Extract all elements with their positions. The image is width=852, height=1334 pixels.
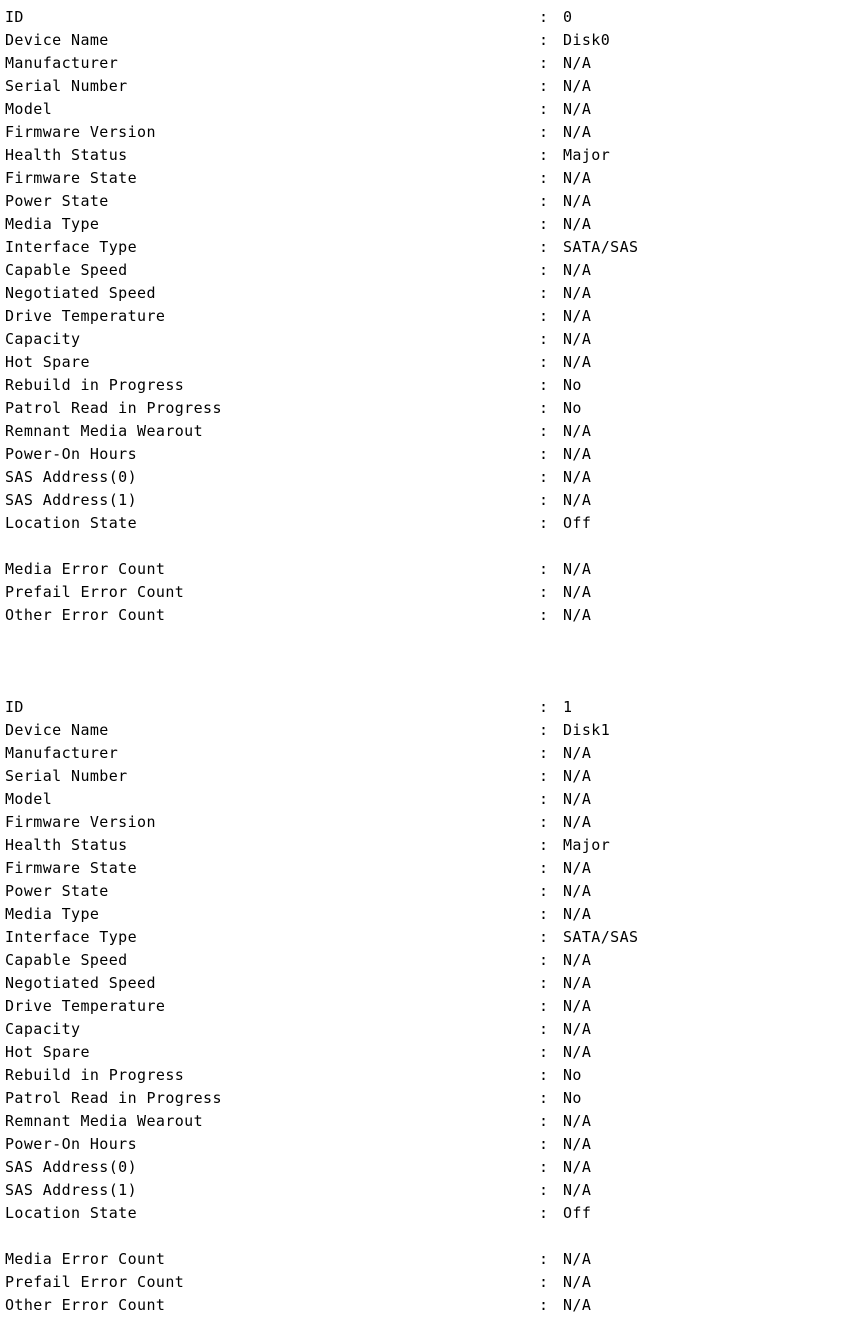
attribute-label: Manufacturer: [5, 54, 119, 72]
attribute-row: [5, 949, 852, 972]
attribute-row: [5, 1248, 852, 1271]
attribute-label: Other Error Count: [5, 1296, 166, 1314]
attribute-value: N/A: [563, 767, 592, 785]
attribute-label: Serial Number: [5, 77, 128, 95]
attribute-row: [5, 1179, 852, 1202]
attribute-separator: :: [539, 468, 549, 486]
attribute-label: Firmware Version: [5, 813, 156, 831]
attribute-separator: :: [539, 790, 549, 808]
attribute-label: Interface Type: [5, 928, 138, 946]
attribute-separator: :: [539, 1089, 549, 1107]
attribute-separator: :: [539, 422, 549, 440]
attribute-label: ID: [5, 698, 24, 716]
attribute-separator: :: [539, 399, 549, 417]
attribute-row: [5, 397, 852, 420]
attribute-label: Rebuild in Progress: [5, 376, 185, 394]
attribute-row: [5, 604, 852, 627]
attribute-label: Location State: [5, 514, 138, 532]
attribute-value: 0: [563, 8, 573, 26]
attribute-value: N/A: [563, 1273, 592, 1291]
attribute-value: N/A: [563, 951, 592, 969]
attribute-label: SAS Address(0): [5, 1158, 138, 1176]
attribute-row: [5, 213, 852, 236]
attribute-value: N/A: [563, 560, 592, 578]
attribute-label: ID: [5, 8, 24, 26]
attribute-row: [5, 282, 852, 305]
attribute-value: Disk0: [563, 31, 611, 49]
attribute-row: [5, 811, 852, 834]
attribute-value: N/A: [563, 491, 592, 509]
attribute-value: N/A: [563, 1043, 592, 1061]
attribute-row: [5, 328, 852, 351]
attribute-label: Remnant Media Wearout: [5, 1112, 204, 1130]
attribute-separator: :: [539, 606, 549, 624]
attribute-value: N/A: [563, 859, 592, 877]
attribute-row: [5, 558, 852, 581]
attribute-separator: :: [539, 77, 549, 95]
attribute-row: [5, 420, 852, 443]
attribute-separator: :: [539, 1296, 549, 1314]
attribute-label: Power-On Hours: [5, 1135, 138, 1153]
attribute-row: [5, 489, 852, 512]
attribute-separator: :: [539, 307, 549, 325]
attribute-value: N/A: [563, 1296, 592, 1314]
attribute-label: Media Type: [5, 215, 100, 233]
attribute-separator: :: [539, 123, 549, 141]
attribute-row: [5, 374, 852, 397]
attribute-row: [5, 834, 852, 857]
attribute-separator: :: [539, 1158, 549, 1176]
attribute-value: Major: [563, 146, 611, 164]
attribute-separator: :: [539, 1020, 549, 1038]
attribute-separator: :: [539, 1181, 549, 1199]
attribute-row: [5, 1294, 852, 1317]
attribute-label: Firmware State: [5, 169, 138, 187]
attribute-label: SAS Address(1): [5, 491, 138, 509]
attribute-label: Hot Spare: [5, 353, 90, 371]
attribute-value: N/A: [563, 1250, 592, 1268]
attribute-value: 1: [563, 698, 573, 716]
attribute-separator: :: [539, 698, 549, 716]
attribute-label: Drive Temperature: [5, 997, 166, 1015]
attribute-value: N/A: [563, 100, 592, 118]
attribute-row: [5, 52, 852, 75]
attribute-label: Health Status: [5, 146, 128, 164]
attribute-separator: :: [539, 1066, 549, 1084]
attribute-label: Power State: [5, 192, 109, 210]
attribute-value: N/A: [563, 261, 592, 279]
attribute-separator: :: [539, 491, 549, 509]
attribute-separator: :: [539, 721, 549, 739]
attribute-label: Location State: [5, 1204, 138, 1222]
attribute-value: N/A: [563, 997, 592, 1015]
attribute-label: Capacity: [5, 1020, 81, 1038]
attribute-label: SAS Address(1): [5, 1181, 138, 1199]
attribute-separator: :: [539, 514, 549, 532]
attribute-row: [5, 581, 852, 604]
attribute-label: Serial Number: [5, 767, 128, 785]
attribute-separator: :: [539, 8, 549, 26]
attribute-row: [5, 742, 852, 765]
attribute-value: N/A: [563, 1112, 592, 1130]
attribute-value: N/A: [563, 606, 592, 624]
attribute-row: [5, 1041, 852, 1064]
attribute-value: No: [563, 1066, 582, 1084]
attribute-row: [5, 857, 852, 880]
attribute-label: Negotiated Speed: [5, 284, 156, 302]
attribute-label: Hot Spare: [5, 1043, 90, 1061]
attribute-separator: :: [539, 353, 549, 371]
attribute-label: SAS Address(0): [5, 468, 138, 486]
attribute-row: [5, 98, 852, 121]
attribute-row: [5, 1156, 852, 1179]
attribute-row: [5, 236, 852, 259]
attribute-row: [5, 351, 852, 374]
attribute-value: N/A: [563, 445, 592, 463]
attribute-separator: :: [539, 882, 549, 900]
attribute-label: Firmware State: [5, 859, 138, 877]
attribute-separator: :: [539, 238, 549, 256]
attribute-label: Interface Type: [5, 238, 138, 256]
attribute-separator: :: [539, 1204, 549, 1222]
attribute-separator: :: [539, 215, 549, 233]
attribute-separator: :: [539, 951, 549, 969]
attribute-value: SATA/SAS: [563, 928, 639, 946]
attribute-label: Capacity: [5, 330, 81, 348]
attribute-label: Manufacturer: [5, 744, 119, 762]
attribute-value: N/A: [563, 905, 592, 923]
attribute-separator: :: [539, 560, 549, 578]
attribute-label: Capable Speed: [5, 261, 128, 279]
disk-block: [5, 696, 852, 1317]
attribute-label: Drive Temperature: [5, 307, 166, 325]
attribute-separator: :: [539, 813, 549, 831]
attribute-row: [5, 1064, 852, 1087]
attribute-value: N/A: [563, 583, 592, 601]
attribute-row: [5, 926, 852, 949]
attribute-value: N/A: [563, 330, 592, 348]
attribute-separator: :: [539, 376, 549, 394]
attribute-value: No: [563, 376, 582, 394]
attribute-separator: :: [539, 146, 549, 164]
attribute-separator: :: [539, 1135, 549, 1153]
attribute-label: Model: [5, 790, 53, 808]
attribute-label: Prefail Error Count: [5, 583, 185, 601]
attribute-row: [5, 1110, 852, 1133]
attribute-row: [5, 880, 852, 903]
attribute-row: [5, 903, 852, 926]
attribute-row: [5, 696, 852, 719]
attribute-label: Negotiated Speed: [5, 974, 156, 992]
attribute-value: N/A: [563, 192, 592, 210]
attribute-separator: :: [539, 859, 549, 877]
attribute-separator: :: [539, 192, 549, 210]
attribute-row: [5, 75, 852, 98]
attribute-separator: :: [539, 1273, 549, 1291]
attribute-row: [5, 443, 852, 466]
group-spacer: [5, 1225, 852, 1248]
attribute-value: N/A: [563, 1135, 592, 1153]
attribute-separator: :: [539, 767, 549, 785]
attribute-row: [5, 1133, 852, 1156]
attribute-row: [5, 1087, 852, 1110]
attribute-row: [5, 144, 852, 167]
attribute-separator: :: [539, 1043, 549, 1061]
attribute-label: Remnant Media Wearout: [5, 422, 204, 440]
attribute-label: Patrol Read in Progress: [5, 399, 222, 417]
attribute-separator: :: [539, 1250, 549, 1268]
attribute-row: [5, 719, 852, 742]
attribute-value: N/A: [563, 1020, 592, 1038]
attribute-row: [5, 305, 852, 328]
attribute-separator: :: [539, 583, 549, 601]
attribute-separator: :: [539, 997, 549, 1015]
attribute-separator: :: [539, 100, 549, 118]
attribute-label: Rebuild in Progress: [5, 1066, 185, 1084]
attribute-label: Firmware Version: [5, 123, 156, 141]
attribute-separator: :: [539, 928, 549, 946]
attribute-separator: :: [539, 169, 549, 187]
attribute-label: Prefail Error Count: [5, 1273, 185, 1291]
attribute-label: Power-On Hours: [5, 445, 138, 463]
attribute-value: Disk1: [563, 721, 611, 739]
attribute-row: [5, 995, 852, 1018]
attribute-value: N/A: [563, 1181, 592, 1199]
attribute-label: Model: [5, 100, 53, 118]
attribute-separator: :: [539, 1112, 549, 1130]
attribute-row: [5, 121, 852, 144]
attribute-separator: :: [539, 905, 549, 923]
attribute-separator: :: [539, 54, 549, 72]
attribute-value: N/A: [563, 1158, 592, 1176]
attribute-row: [5, 167, 852, 190]
attribute-separator: :: [539, 974, 549, 992]
attribute-value: N/A: [563, 353, 592, 371]
attribute-value: N/A: [563, 790, 592, 808]
attribute-value: N/A: [563, 284, 592, 302]
attribute-row: [5, 466, 852, 489]
attribute-value: Major: [563, 836, 611, 854]
attribute-label: Power State: [5, 882, 109, 900]
attribute-row: [5, 1018, 852, 1041]
attribute-label: Capable Speed: [5, 951, 128, 969]
attribute-label: Device Name: [5, 721, 109, 739]
attribute-value: Off: [563, 1204, 592, 1222]
attribute-value: N/A: [563, 882, 592, 900]
attribute-row: [5, 29, 852, 52]
attribute-value: N/A: [563, 468, 592, 486]
attribute-value: N/A: [563, 307, 592, 325]
attribute-value: SATA/SAS: [563, 238, 639, 256]
attribute-value: N/A: [563, 54, 592, 72]
attribute-separator: :: [539, 284, 549, 302]
attribute-value: Off: [563, 514, 592, 532]
attribute-label: Media Error Count: [5, 560, 166, 578]
block-spacer: [5, 627, 852, 696]
attribute-separator: :: [539, 744, 549, 762]
attribute-value: N/A: [563, 77, 592, 95]
attribute-row: [5, 788, 852, 811]
attribute-separator: :: [539, 31, 549, 49]
attribute-label: Other Error Count: [5, 606, 166, 624]
attribute-value: No: [563, 1089, 582, 1107]
attribute-label: Device Name: [5, 31, 109, 49]
attribute-row: [5, 765, 852, 788]
attribute-label: Health Status: [5, 836, 128, 854]
attribute-label: Media Type: [5, 905, 100, 923]
attribute-separator: :: [539, 330, 549, 348]
attribute-separator: :: [539, 261, 549, 279]
attribute-value: N/A: [563, 215, 592, 233]
disk-block: [5, 6, 852, 627]
attribute-row: [5, 972, 852, 995]
attribute-row: [5, 6, 852, 29]
attribute-separator: :: [539, 836, 549, 854]
attribute-row: [5, 1202, 852, 1225]
attribute-row: [5, 190, 852, 213]
attribute-separator: :: [539, 445, 549, 463]
attribute-value: N/A: [563, 813, 592, 831]
attribute-row: [5, 259, 852, 282]
attribute-label: Patrol Read in Progress: [5, 1089, 222, 1107]
attribute-value: N/A: [563, 123, 592, 141]
attribute-row: [5, 1271, 852, 1294]
attribute-value: N/A: [563, 974, 592, 992]
attribute-value: N/A: [563, 169, 592, 187]
attribute-value: N/A: [563, 422, 592, 440]
attribute-row: [5, 512, 852, 535]
group-spacer: [5, 535, 852, 558]
attribute-value: N/A: [563, 744, 592, 762]
attribute-value: No: [563, 399, 582, 417]
attribute-label: Media Error Count: [5, 1250, 166, 1268]
